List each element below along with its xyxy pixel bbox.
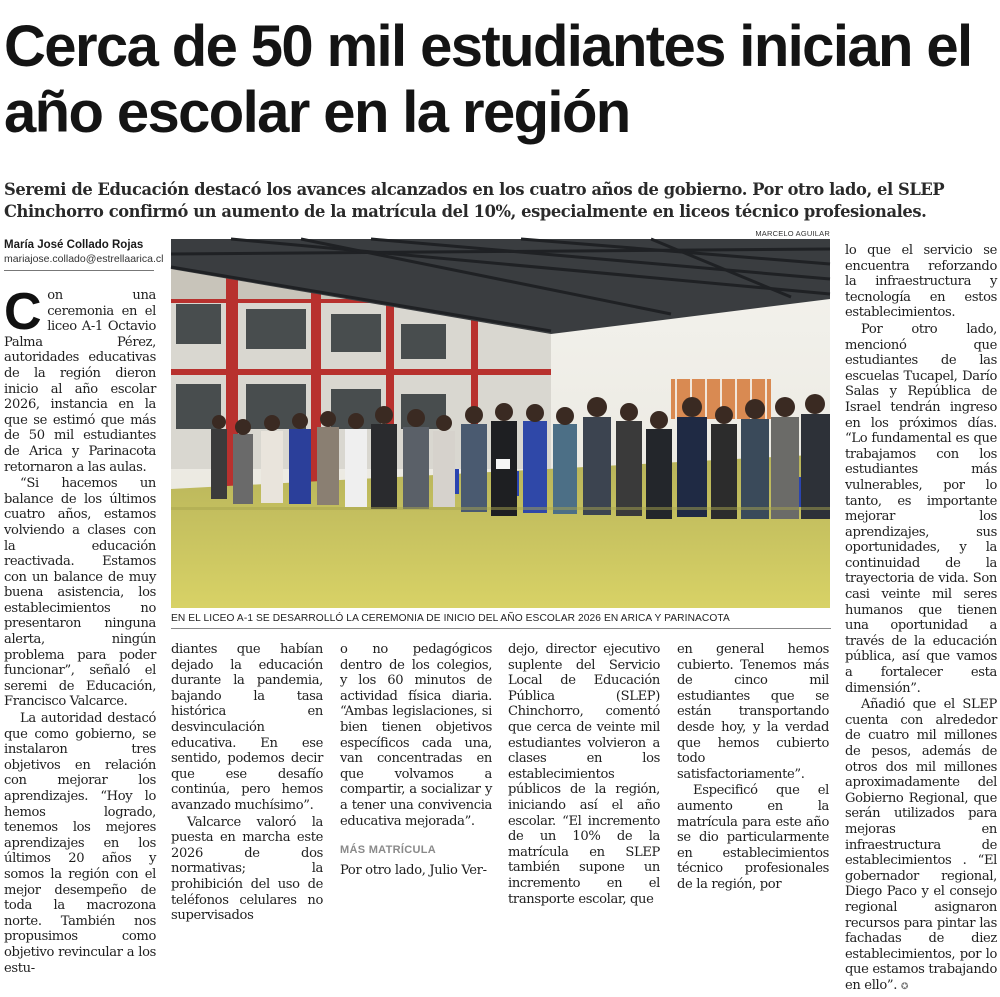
- article-column-1: [4, 283, 156, 977]
- ceremony-photo-illustration: [171, 239, 830, 608]
- col3-paragraph-2: Por otro lado, Julio Ver-: [340, 862, 487, 878]
- col5-paragraph-1: en general hemos cubierto. Tenemos más de cinco mil estudiantes que se están transportando desde hoy, y la verdad que hemos cubierto todo satisfactoriamente”.: [677, 642, 829, 782]
- end-of-article-icon: ✪: [900, 981, 909, 992]
- col2-paragraph-2: Valcarce valoró la puesta en marcha este 2026 de dos normativas; la prohibición del uso de teléfonos celulares no supervisados: [171, 814, 323, 924]
- ceremony-photo: [171, 239, 830, 608]
- byline-author: María José Collado Rojas: [4, 239, 144, 251]
- article-column-2: [171, 642, 323, 925]
- article-column-5: [677, 642, 829, 894]
- col1-paragraph-1: on una ceremonia en el liceo A-1 Octavio Palma Pérez, autoridades educativas de la región dieron inicio al año escolar 2026, instancia en la que se estimó que más de 50 mil estudiantes de Arica y Parinacota retornaron a las aulas.: [4, 288, 156, 475]
- byline-divider: [4, 270, 154, 271]
- section-subhead: MÁS MATRÍCULA: [340, 844, 436, 857]
- col6-paragraph-2: Por otro lado, mencionó que estudiantes de las escuelas Tucapel, Darío Salas y República de Israel tendrán ingreso en los próximos días. “Lo fundamental es que trabajamos con los estudiantes más vulnerables, por lo tanto, es importante mejorar los aprendizajes, sus oportunidades, y la continuidad de la trayectoria de vida. Son casi veinte mil seres humanos que tienen una oportunidad a través de la educación pública, así que vamos a fortalecer esta dimensión”.: [845, 321, 997, 696]
- col6-paragraph-3: Añadió que el SLEP cuenta con alrededor de cuatro mil millones de pesos, además de otros dos mil millones aproximadamente del Gobierno Regional, que serán utilizados para mejoras en infraestructura de establecimientos . “El gobernador regional, Diego Paco y el consejo regional asignaron recursos para pintar las fachadas de diez establecimientos, por lo que estamos trabajando en ello”.: [845, 697, 997, 993]
- col6-paragraph-1: lo que el servicio se encuentra reforzando la infraestructura y tecnología en estos establecimientos.: [845, 243, 997, 321]
- byline: [4, 238, 164, 266]
- article-column-6: [845, 243, 997, 997]
- caption-divider: [171, 628, 831, 629]
- photo-credit: MARCELO AGUILAR: [755, 229, 830, 238]
- col1-paragraph-3: La autoridad destacó que como gobierno, se instalaron tres objetivos en relación con mejorar los aprendizajes. “Hoy lo hemos logrado, tenemos los mejores aprendizajes en los últimos 20 años y somos la región con el mejor desempeño de toda la macrozona norte. También nos propusimos como objetivo revincular a los estu-: [4, 711, 156, 976]
- photo-caption: EN EL LICEO A-1 SE DESARROLLÓ LA CEREMONIA DE INICIO DEL AÑO ESCOLAR 2026 EN ARICA Y PARINACOTA: [171, 613, 730, 624]
- dropcap: C: [4, 283, 42, 341]
- col1-paragraph-2: “Si hacemos un balance de los últimos cuatro años, estamos volviendo a clases con la educación reactivada. Estamos con un balance de muy buena asistencia, los establecimientos no presentaron ninguna alerta, ningún problema para poder funcionar”, señaló el seremi de Educación, Francisco Valcarce.: [4, 476, 156, 710]
- article-column-3: [340, 642, 492, 879]
- col5-paragraph-2: Especificó que el aumento en la matrícula para este año se dio particularmente en establecimientos técnico profesionales de la región, por: [677, 783, 829, 892]
- col3-paragraph-1: o no pedagógicos dentro de los colegios, y los 60 minutos de actividad física diaria. “Ambas legislaciones, si bien tienen objetivos específicos cada una, van concentradas en que volvamos a compartir, a socializar y a tener una convivencia educativa mejorada”.: [340, 642, 492, 829]
- article-column-4: [508, 642, 660, 908]
- col4-paragraph-1: dejo, director ejecutivo suplente del Servicio Local de Educación Pública (SLEP) Chinchorro, comentó que cerca de veinte mil estudiantes volvieron a clases en los establecimientos públicos de la región, iniciando así el año escolar. “El incremento de un 10% de la matrícula en SLEP también supone un incremento en el transporte escolar, que: [508, 642, 660, 907]
- headline: Cerca de 50 mil estudiantes inician el año escolar en la región: [4, 14, 972, 145]
- col2-paragraph-1: diantes que habían dejado la educación durante la pandemia, bajando la tasa histórica en desvinculación educativa. En ese sentido, podemos decir que ese desafío continúa, pero hemos avanzado muchísimo”.: [171, 642, 323, 813]
- deck-subtitle: Seremi de Educación destacó los avances alcanzados en los cuatro años de gobierno. Por otro lado, el SLEP Chinchorro confirmó un aumento de la matrícula del 10%, especialmente en liceos técnico profesionales.: [4, 180, 945, 221]
- byline-email: mariajose.collado@estrellaarica.cl: [4, 253, 164, 265]
